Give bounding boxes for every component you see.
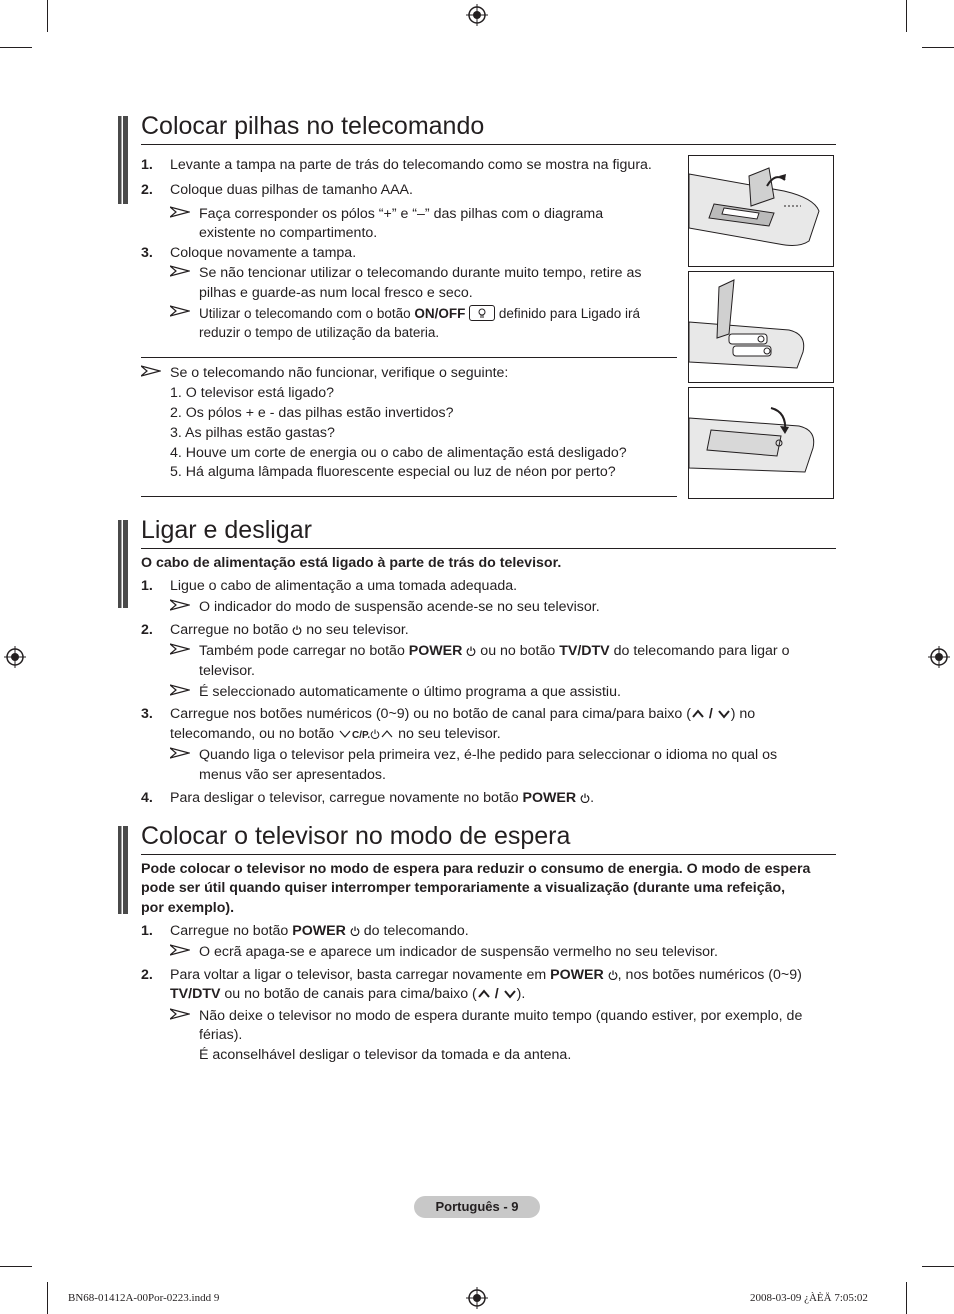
section-intro: O cabo de alimentação está ligado à parte de trás do televisor. xyxy=(141,555,562,571)
chevron-up-icon xyxy=(477,988,491,1000)
step-text: Coloque novamente a tampa. xyxy=(170,245,357,261)
chevron-up-icon xyxy=(380,728,394,740)
text-part: ) no xyxy=(730,706,756,722)
section-marker xyxy=(118,116,128,204)
note-arrow-icon xyxy=(170,265,190,277)
divider xyxy=(141,357,677,358)
text-part: Carregue no botão xyxy=(170,622,293,638)
registration-mark-icon xyxy=(466,1287,488,1309)
text-part: no seu televisor. xyxy=(394,726,501,742)
check-item: 1. O televisor está ligado? xyxy=(170,385,335,401)
title-underline xyxy=(141,854,836,855)
power-icon xyxy=(350,926,360,936)
note-arrow-icon xyxy=(170,305,190,317)
check-item: 2. Os pólos + e - das pilhas estão invertidos? xyxy=(170,405,454,421)
power-label: POWER xyxy=(292,923,346,939)
section-marker xyxy=(118,826,128,914)
text-part: do telecomando para ligar o xyxy=(609,643,790,659)
power-icon xyxy=(292,625,302,635)
note-text-part: Utilizar o telecomando com o botão xyxy=(199,306,415,321)
step-text: Coloque duas pilhas de tamanho AAA. xyxy=(170,182,413,198)
text-part: ou no botão xyxy=(476,643,560,659)
tvdtv-label: TV/DTV xyxy=(559,643,610,659)
section-title: Colocar pilhas no telecomando xyxy=(141,112,485,140)
cp-label: C/P. xyxy=(352,730,371,741)
note-text: menus vão ser apresentados. xyxy=(199,767,386,783)
crop-mark xyxy=(0,1266,32,1267)
note-arrow-icon xyxy=(170,684,190,696)
text-part: no seu televisor. xyxy=(302,622,409,638)
step-number: 3. xyxy=(141,706,153,722)
power-icon xyxy=(466,646,476,656)
note-arrow-icon xyxy=(170,599,190,611)
section-intro: Pode colocar o televisor no modo de espera para reduzir o consumo de energia. O modo de espera xyxy=(141,861,811,877)
step-number: 2. xyxy=(141,967,153,983)
chevron-down-icon xyxy=(503,988,517,1000)
section-intro: pode ser útil quando quiser interromper temporariamente a visualização (durante uma refeição, xyxy=(141,880,786,896)
power-icon xyxy=(370,729,380,739)
step-text: Levante a tampa na parte de trás do telecomando como se mostra na figura. xyxy=(170,157,652,173)
crop-mark xyxy=(922,47,954,48)
crop-mark xyxy=(0,47,32,48)
file-name: BN68-01412A-00Por-0223.indd 9 xyxy=(68,1292,220,1304)
note-text: pilhas e guarde-as num local fresco e seco. xyxy=(199,285,473,301)
note-text: Quando liga o televisor pela primeira vez, é-lhe pedido para seleccionar o idioma no qual os xyxy=(199,747,778,763)
text-part: do telecomando. xyxy=(359,923,469,939)
note-text: existente no compartimento. xyxy=(199,225,378,241)
step-text xyxy=(170,790,594,806)
note-arrow-icon xyxy=(170,206,190,218)
registration-mark-icon xyxy=(466,4,488,26)
divider xyxy=(141,496,677,497)
note-text: Se não tencionar utilizar o telecomando durante muito tempo, retire as xyxy=(199,265,642,281)
step-text xyxy=(170,726,501,742)
remote-close-cover-figure xyxy=(688,387,834,499)
chevron-up-icon xyxy=(691,708,705,720)
note-text xyxy=(199,305,640,321)
note-text: televisor. xyxy=(199,663,255,679)
step-number: 2. xyxy=(141,622,153,638)
note-text: É seleccionado automaticamente o último programa a que assistiu. xyxy=(199,684,621,700)
tvdtv-label: TV/DTV xyxy=(170,986,221,1002)
check-item: 4. Houve um corte de energia ou o cabo de alimentação está desligado? xyxy=(170,445,627,461)
step-text xyxy=(170,923,469,939)
power-icon xyxy=(608,970,618,980)
step-number: 1. xyxy=(141,923,153,939)
crop-mark xyxy=(922,1266,954,1267)
remote-batteries-figure xyxy=(688,271,834,383)
chevron-down-icon xyxy=(338,728,352,740)
chevron-down-icon xyxy=(717,708,731,720)
remote-open-cover-figure xyxy=(688,155,834,267)
text-part: telecomando, ou no botão xyxy=(170,726,339,742)
note-text: O ecrã apaga-se e aparece um indicador de suspensão vermelho no seu televisor. xyxy=(199,944,718,960)
step-text xyxy=(170,622,409,638)
check-item: 3. As pilhas estão gastas? xyxy=(170,425,335,441)
power-icon xyxy=(580,793,590,803)
note-text-part: definido para Ligado irá xyxy=(495,306,640,321)
power-label: POWER xyxy=(550,967,604,983)
section-title: Colocar o televisor no modo de espera xyxy=(141,822,571,850)
text-part: Carregue no botão xyxy=(170,923,293,939)
note-arrow-icon xyxy=(170,1008,190,1020)
page-number-badge: Português - 9 xyxy=(414,1196,540,1218)
step-text: Carregue nos botões numéricos (0~9) ou no botão de canal para cima/para baixo ( / ) no xyxy=(170,706,756,722)
step-number: 1. xyxy=(141,157,153,173)
note-arrow-icon xyxy=(170,747,190,759)
step-number: 1. xyxy=(141,578,153,594)
note-arrow-icon xyxy=(170,643,190,655)
text-part: , nos botões numéricos (0~9) xyxy=(617,967,802,983)
note-text: O indicador do modo de suspensão acende-se no seu televisor. xyxy=(199,599,600,615)
registration-mark-icon xyxy=(928,646,950,668)
crop-mark xyxy=(906,0,907,32)
note-text: Não deixe o televisor no modo de espera durante muito tempo (quando estiver, por exemplo, de xyxy=(199,1008,803,1024)
note-arrow-icon xyxy=(141,365,161,377)
registration-mark-icon xyxy=(4,646,26,668)
section-title: Ligar e desligar xyxy=(141,516,312,544)
power-label: POWER xyxy=(522,790,577,806)
text-part: . xyxy=(590,790,595,806)
step-number: 4. xyxy=(141,790,153,806)
step-text xyxy=(170,967,802,983)
text-part: Para desligar o televisor, carregue novamente no botão xyxy=(170,790,523,806)
step-text: TV/DTV ou no botão de canais para cima/baixo ( / ). xyxy=(170,986,526,1002)
section-intro: por exemplo). xyxy=(141,900,235,916)
onoff-label: ON/OFF xyxy=(414,306,466,321)
crop-mark xyxy=(47,0,48,32)
step-number: 2. xyxy=(141,182,153,198)
title-underline xyxy=(141,548,836,549)
note-text: férias). xyxy=(199,1027,243,1043)
light-bulb-icon xyxy=(469,305,495,321)
note-text: Faça corresponder os pólos “+” e “–” das pilhas com o diagrama xyxy=(199,206,604,222)
text-part: Para voltar a ligar o televisor, basta carregar novamente em xyxy=(170,967,551,983)
check-intro: Se o telecomando não funcionar, verifique o seguinte: xyxy=(170,365,509,381)
crop-mark xyxy=(47,1282,48,1314)
note-text: É aconselhável desligar o televisor da tomada e da antena. xyxy=(199,1047,572,1063)
step-number: 3. xyxy=(141,245,153,261)
print-timestamp: 2008-03-09 ¿ÀÈÄ 7:05:02 xyxy=(750,1292,868,1304)
crop-mark xyxy=(906,1282,907,1314)
note-text xyxy=(199,643,789,659)
note-arrow-icon xyxy=(170,944,190,956)
text-part: ou no botão de canais para cima/baixo ( xyxy=(220,986,477,1002)
check-item: 5. Há alguma lâmpada fluorescente especial ou luz de néon por perto? xyxy=(170,464,616,480)
note-text: reduzir o tempo de utilização da bateria. xyxy=(199,325,440,340)
text-part: ). xyxy=(516,986,526,1002)
title-underline xyxy=(141,144,836,145)
section-marker xyxy=(118,520,128,608)
text-part: Carregue nos botões numéricos (0~9) ou no botão de canal para cima/para baixo ( xyxy=(170,706,691,722)
step-text: Ligue o cabo de alimentação a uma tomada adequada. xyxy=(170,578,518,594)
power-label: POWER xyxy=(408,643,463,659)
text-part: Também pode carregar no botão xyxy=(199,643,409,659)
